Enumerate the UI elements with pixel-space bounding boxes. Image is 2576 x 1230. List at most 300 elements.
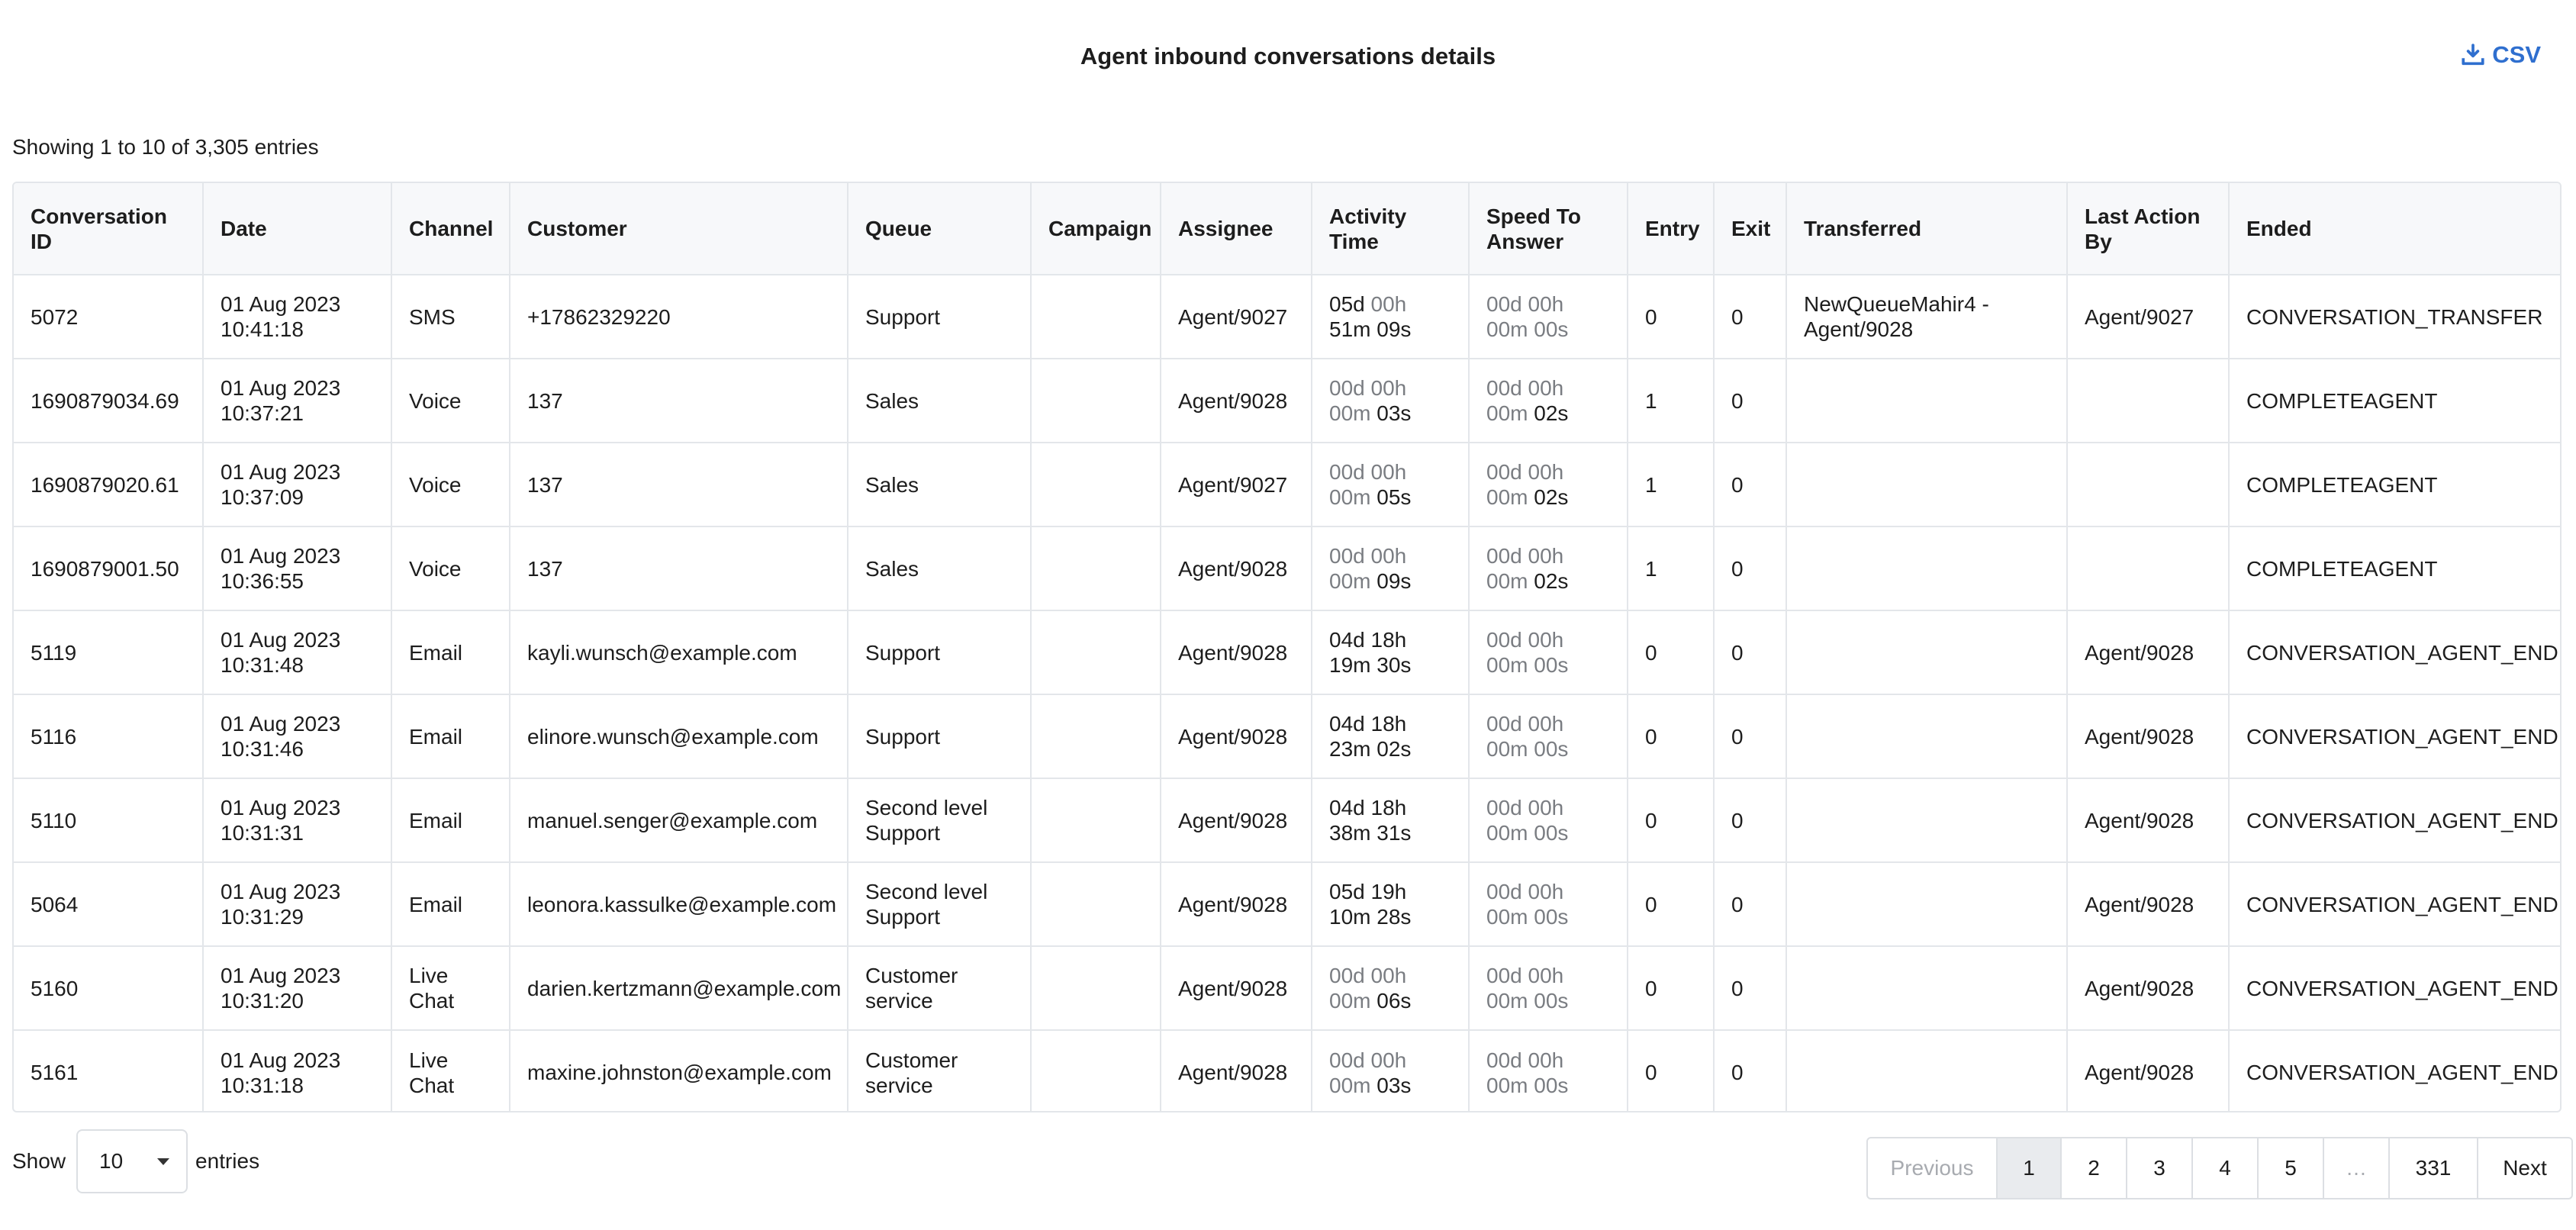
cell-last-action-by xyxy=(2067,359,2229,443)
entry-value: 0 xyxy=(1645,640,1657,665)
cell-campaign xyxy=(1031,526,1161,610)
cell-activity-time xyxy=(1312,275,1469,359)
ended-value: CONVERSATION_TRANSFER xyxy=(2246,304,2543,329)
cell-channel xyxy=(391,275,510,359)
conversation-id: 5110 xyxy=(31,808,77,832)
assignee-value: Agent/9028 xyxy=(1178,976,1288,1000)
time-value: 10:31:46 xyxy=(221,737,304,761)
cell-transferred xyxy=(1786,443,2067,526)
pagination-previous[interactable]: Previous xyxy=(1868,1138,1998,1198)
queue-value: Sales xyxy=(865,472,919,497)
speed-to-answer-muted: 00d 00h xyxy=(1486,712,1564,736)
activity-time-muted: 00m xyxy=(1329,989,1377,1013)
cell-transferred xyxy=(1786,275,2067,359)
cell-channel xyxy=(391,694,510,778)
entry-value: 0 xyxy=(1645,724,1657,749)
activity-time-value: 03s xyxy=(1377,401,1412,425)
cell-channel xyxy=(391,946,510,1030)
ended-value: CONVERSATION_AGENT_END xyxy=(2246,808,2558,832)
cell-conversation-id xyxy=(14,610,203,694)
cell-queue xyxy=(848,526,1031,610)
entry-value: 0 xyxy=(1645,976,1657,1000)
time-value: 10:31:48 xyxy=(221,653,304,677)
cell-channel xyxy=(391,610,510,694)
col-header-queue[interactable]: Queue xyxy=(848,183,1031,275)
cell-exit xyxy=(1714,359,1786,443)
cell-date xyxy=(203,946,391,1030)
time-value: 10:36:55 xyxy=(221,569,304,593)
time-value: 10:37:21 xyxy=(221,401,304,425)
cell-date xyxy=(203,610,391,694)
speed-to-answer-muted: 00d 00h xyxy=(1486,880,1564,903)
activity-time-value: 19m 30s xyxy=(1329,653,1412,677)
cell-channel xyxy=(391,862,510,946)
cell-assignee xyxy=(1161,275,1312,359)
cell-transferred xyxy=(1786,778,2067,862)
page-size-select[interactable] xyxy=(76,1129,188,1193)
entries-label: entries xyxy=(195,1149,260,1173)
exit-value: 0 xyxy=(1731,976,1744,1000)
col-header-activity-time[interactable]: Activity Time xyxy=(1312,183,1469,275)
cell-ended xyxy=(2229,946,2562,1030)
cell-channel xyxy=(391,359,510,443)
table-row[interactable] xyxy=(14,610,2562,694)
cell-activity-time xyxy=(1312,443,1469,526)
cell-transferred xyxy=(1786,862,2067,946)
conversation-id: 1690879034.69 xyxy=(31,388,179,413)
activity-time-muted: 00d 00h xyxy=(1329,1048,1407,1072)
cell-last-action-by xyxy=(2067,1030,2229,1112)
cell-exit xyxy=(1714,1030,1786,1112)
cell-channel xyxy=(391,778,510,862)
page-size-control xyxy=(12,1129,259,1193)
speed-to-answer-muted: 00m 00s xyxy=(1486,905,1569,929)
customer-value: 137 xyxy=(527,388,563,413)
customer-value: +17862329220 xyxy=(527,304,671,329)
pagination-ellipsis: … xyxy=(2324,1138,2390,1198)
cell-conversation-id xyxy=(14,275,203,359)
cell-ended xyxy=(2229,694,2562,778)
cell-speed-to-answer xyxy=(1469,443,1628,526)
cell-conversation-id xyxy=(14,443,203,526)
time-value: 10:31:18 xyxy=(221,1073,304,1097)
cell-transferred xyxy=(1786,610,2067,694)
cell-customer xyxy=(510,694,848,778)
cell-customer xyxy=(510,359,848,443)
ended-value: COMPLETEAGENT xyxy=(2246,472,2438,497)
cell-campaign xyxy=(1031,1030,1161,1112)
cell-campaign xyxy=(1031,359,1161,443)
col-header-campaign[interactable]: Campaign xyxy=(1031,183,1161,275)
customer-value: kayli.wunsch@example.com xyxy=(527,640,797,665)
col-header-last-action-by[interactable]: Last Action By xyxy=(2067,183,2229,275)
cell-date xyxy=(203,778,391,862)
cell-customer xyxy=(510,443,848,526)
assignee-value: Agent/9028 xyxy=(1178,724,1288,749)
date-value: 01 Aug 2023 xyxy=(221,292,341,316)
activity-time-muted: 00d 00h xyxy=(1329,460,1407,484)
cell-date xyxy=(203,1030,391,1112)
cell-entry xyxy=(1628,359,1714,443)
activity-time-value: 09s xyxy=(1377,569,1412,593)
table-row[interactable] xyxy=(14,443,2562,526)
activity-time-value: 05d xyxy=(1329,292,1365,316)
pagination-page-3[interactable]: 3 xyxy=(2127,1138,2193,1198)
cell-transferred xyxy=(1786,526,2067,610)
cell-conversation-id xyxy=(14,526,203,610)
channel-value: Voice xyxy=(409,388,462,413)
cell-entry xyxy=(1628,778,1714,862)
exit-value: 0 xyxy=(1731,892,1744,916)
cell-customer xyxy=(510,946,848,1030)
channel-value: Live Chat xyxy=(409,1048,455,1097)
cell-ended xyxy=(2229,1030,2562,1112)
speed-to-answer-value: 02s xyxy=(1534,401,1569,425)
cell-queue xyxy=(848,359,1031,443)
col-header-assignee[interactable]: Assignee xyxy=(1161,183,1312,275)
speed-to-answer-muted: 00m 00s xyxy=(1486,317,1569,341)
activity-time-muted: 00m xyxy=(1329,401,1377,425)
activity-time-value: 23m 02s xyxy=(1329,737,1412,761)
cell-conversation-id xyxy=(14,778,203,862)
customer-value: maxine.johnston@example.com xyxy=(527,1061,832,1084)
speed-to-answer-value: 02s xyxy=(1534,485,1569,509)
cell-speed-to-answer xyxy=(1469,526,1628,610)
cell-entry xyxy=(1628,1030,1714,1112)
cell-assignee xyxy=(1161,946,1312,1030)
cell-exit xyxy=(1714,443,1786,526)
queue-value: Customer service xyxy=(865,1048,958,1097)
ended-value: CONVERSATION_AGENT_END xyxy=(2246,976,2558,1000)
cell-campaign xyxy=(1031,946,1161,1030)
ended-value: CONVERSATION_AGENT_END xyxy=(2246,1061,2558,1084)
conversation-id: 5072 xyxy=(31,304,79,329)
speed-to-answer-muted: 00d 00h xyxy=(1486,628,1564,652)
speed-to-answer-muted: 00m 00s xyxy=(1486,653,1569,677)
pagination-next[interactable]: Next xyxy=(2503,1156,2547,1180)
cell-ended xyxy=(2229,275,2562,359)
cell-last-action-by xyxy=(2067,443,2229,526)
entries-summary: Showing 1 to 10 of 3,305 entries xyxy=(12,135,319,159)
cell-date xyxy=(203,862,391,946)
customer-value: darien.kertzmann@example.com xyxy=(527,976,842,1000)
table-row[interactable] xyxy=(14,946,2562,1030)
pagination-page-2[interactable]: 2 xyxy=(2062,1138,2127,1198)
queue-value: Second level Support xyxy=(865,796,988,845)
last-action-value: Agent/9028 xyxy=(2085,976,2194,1000)
cell-entry xyxy=(1628,275,1714,359)
cell-assignee xyxy=(1161,610,1312,694)
exit-value: 0 xyxy=(1731,640,1744,665)
show-label: Show xyxy=(12,1149,66,1173)
cell-customer xyxy=(510,610,848,694)
ended-value: COMPLETEAGENT xyxy=(2246,556,2438,581)
table-row[interactable] xyxy=(14,359,2562,443)
conversations-table xyxy=(12,182,2562,1112)
exit-value: 0 xyxy=(1731,1061,1744,1084)
time-value: 10:31:31 xyxy=(221,821,304,845)
date-value: 01 Aug 2023 xyxy=(221,628,341,652)
cell-assignee xyxy=(1161,862,1312,946)
date-value: 01 Aug 2023 xyxy=(221,796,341,819)
cell-activity-time xyxy=(1312,946,1469,1030)
date-value: 01 Aug 2023 xyxy=(221,376,341,400)
table-row[interactable] xyxy=(14,778,2562,862)
cell-activity-time xyxy=(1312,526,1469,610)
cell-assignee xyxy=(1161,1030,1312,1112)
cell-last-action-by xyxy=(2067,862,2229,946)
entry-value: 1 xyxy=(1645,472,1657,497)
conversation-id: 5160 xyxy=(31,976,79,1000)
activity-time-value: 04d 18h xyxy=(1329,712,1407,736)
cell-entry xyxy=(1628,862,1714,946)
speed-to-answer-muted: 00m 00s xyxy=(1486,821,1569,845)
assignee-value: Agent/9027 xyxy=(1178,304,1288,329)
queue-value: Customer service xyxy=(865,964,958,1013)
assignee-value: Agent/9028 xyxy=(1178,1061,1288,1084)
entry-value: 1 xyxy=(1645,556,1657,581)
activity-time-muted: 00m xyxy=(1329,569,1377,593)
cell-conversation-id xyxy=(14,946,203,1030)
speed-to-answer-muted: 00m 00s xyxy=(1486,737,1569,761)
cell-speed-to-answer xyxy=(1469,610,1628,694)
time-value: 10:41:18 xyxy=(221,317,304,341)
queue-value: Sales xyxy=(865,388,919,413)
date-value: 01 Aug 2023 xyxy=(221,964,341,987)
cell-speed-to-answer xyxy=(1469,694,1628,778)
channel-value: Email xyxy=(409,892,463,916)
speed-to-answer-muted: 00m xyxy=(1486,569,1534,593)
speed-to-answer-muted: 00m 00s xyxy=(1486,1073,1569,1097)
cell-activity-time xyxy=(1312,610,1469,694)
cell-customer xyxy=(510,862,848,946)
cell-entry xyxy=(1628,694,1714,778)
cell-exit xyxy=(1714,610,1786,694)
speed-to-answer-muted: 00d 00h xyxy=(1486,544,1564,568)
assignee-value: Agent/9028 xyxy=(1178,556,1288,581)
col-header-customer[interactable]: Customer xyxy=(510,183,848,275)
col-header-exit[interactable]: Exit xyxy=(1714,183,1786,275)
cell-queue xyxy=(848,862,1031,946)
exit-value: 0 xyxy=(1731,472,1744,497)
cell-activity-time xyxy=(1312,694,1469,778)
date-value: 01 Aug 2023 xyxy=(221,1048,341,1072)
cell-campaign xyxy=(1031,610,1161,694)
speed-to-answer-muted: 00d 00h xyxy=(1486,376,1564,400)
pagination-page-1[interactable]: 1 xyxy=(1998,1138,2062,1198)
cell-ended xyxy=(2229,778,2562,862)
exit-value: 0 xyxy=(1731,556,1744,581)
cell-entry xyxy=(1628,443,1714,526)
entry-value: 1 xyxy=(1645,388,1657,413)
cell-transferred xyxy=(1786,359,2067,443)
exit-value: 0 xyxy=(1731,388,1744,413)
cell-last-action-by xyxy=(2067,275,2229,359)
pagination-page-5[interactable]: 5 xyxy=(2259,1138,2324,1198)
assignee-value: Agent/9028 xyxy=(1178,892,1288,916)
cell-speed-to-answer xyxy=(1469,946,1628,1030)
queue-value: Sales xyxy=(865,556,919,581)
activity-time-value: 06s xyxy=(1377,989,1412,1013)
last-action-value: Agent/9028 xyxy=(2085,640,2194,665)
ended-value: CONVERSATION_AGENT_END xyxy=(2246,640,2558,665)
cell-assignee xyxy=(1161,443,1312,526)
chevron-down-icon xyxy=(157,1158,169,1165)
cell-campaign xyxy=(1031,862,1161,946)
cell-assignee xyxy=(1161,778,1312,862)
activity-time-muted: 00d 00h xyxy=(1329,544,1407,568)
cell-last-action-by xyxy=(2067,526,2229,610)
entry-value: 0 xyxy=(1645,304,1657,329)
channel-value: Email xyxy=(409,808,463,832)
col-header-channel[interactable]: Channel xyxy=(391,183,510,275)
cell-conversation-id xyxy=(14,862,203,946)
conversation-id: 5119 xyxy=(31,640,77,665)
cell-exit xyxy=(1714,778,1786,862)
csv-label: CSV xyxy=(2492,41,2541,68)
cell-assignee xyxy=(1161,359,1312,443)
cell-customer xyxy=(510,1030,848,1112)
cell-channel xyxy=(391,443,510,526)
speed-to-answer-muted: 00m xyxy=(1486,401,1534,425)
cell-date xyxy=(203,443,391,526)
download-icon xyxy=(2460,42,2486,68)
cell-queue xyxy=(848,275,1031,359)
cell-transferred xyxy=(1786,946,2067,1030)
last-action-value: Agent/9028 xyxy=(2085,724,2194,749)
cell-last-action-by xyxy=(2067,778,2229,862)
table-row[interactable] xyxy=(14,694,2562,778)
date-value: 01 Aug 2023 xyxy=(221,460,341,484)
col-header-entry[interactable]: Entry xyxy=(1628,183,1714,275)
queue-value: Second level Support xyxy=(865,880,988,929)
channel-value: Voice xyxy=(409,556,462,581)
date-value: 01 Aug 2023 xyxy=(221,880,341,903)
activity-time-value: 03s xyxy=(1377,1073,1412,1097)
cell-exit xyxy=(1714,694,1786,778)
speed-to-answer-muted: 00d 00h xyxy=(1486,460,1564,484)
speed-to-answer-muted: 00m xyxy=(1486,485,1534,509)
table-row[interactable] xyxy=(14,862,2562,946)
col-header-transferred[interactable]: Transferred xyxy=(1786,183,2067,275)
cell-campaign xyxy=(1031,443,1161,526)
customer-value: elinore.wunsch@example.com xyxy=(527,724,819,749)
cell-channel xyxy=(391,526,510,610)
date-value: 01 Aug 2023 xyxy=(221,712,341,736)
cell-speed-to-answer xyxy=(1469,778,1628,862)
channel-value: Email xyxy=(409,724,463,749)
cell-activity-time xyxy=(1312,359,1469,443)
activity-time-muted: 00m xyxy=(1329,1073,1377,1097)
cell-last-action-by xyxy=(2067,694,2229,778)
speed-to-answer-muted: 00d 00h xyxy=(1486,292,1564,316)
table-row[interactable] xyxy=(14,526,2562,610)
entry-value: 0 xyxy=(1645,1061,1657,1084)
page-title: Agent inbound conversations details xyxy=(1080,43,1496,69)
cell-queue xyxy=(848,694,1031,778)
cell-entry xyxy=(1628,610,1714,694)
col-header-conversation-id[interactable]: Conversation ID xyxy=(14,183,203,275)
cell-date xyxy=(203,359,391,443)
cell-campaign xyxy=(1031,778,1161,862)
cell-last-action-by xyxy=(2067,610,2229,694)
speed-to-answer-value: 02s xyxy=(1534,569,1569,593)
cell-last-action-by xyxy=(2067,946,2229,1030)
activity-time-value: 51m 09s xyxy=(1329,317,1412,341)
cell-campaign xyxy=(1031,694,1161,778)
cell-queue xyxy=(848,610,1031,694)
table-row[interactable] xyxy=(14,275,2562,359)
cell-ended xyxy=(2229,526,2562,610)
col-header-ended[interactable]: Ended xyxy=(2229,183,2562,275)
cell-queue xyxy=(848,946,1031,1030)
cell-assignee xyxy=(1161,526,1312,610)
table-row[interactable] xyxy=(14,1030,2562,1112)
activity-time-value: 04d 18h xyxy=(1329,628,1407,652)
last-action-value: Agent/9028 xyxy=(2085,892,2194,916)
activity-time-value: 05d 19h xyxy=(1329,880,1407,903)
cell-queue xyxy=(848,778,1031,862)
pagination xyxy=(1866,1137,2573,1199)
pagination-page-4[interactable]: 4 xyxy=(2193,1138,2259,1198)
conversation-id: 5116 xyxy=(31,724,77,749)
cell-date xyxy=(203,526,391,610)
cell-conversation-id xyxy=(14,1030,203,1112)
activity-time-value: 38m 31s xyxy=(1329,821,1412,845)
time-value: 10:31:29 xyxy=(221,905,304,929)
assignee-value: Agent/9027 xyxy=(1178,472,1288,497)
cell-customer xyxy=(510,778,848,862)
cell-queue xyxy=(848,443,1031,526)
cell-speed-to-answer xyxy=(1469,275,1628,359)
cell-activity-time xyxy=(1312,778,1469,862)
col-header-date[interactable]: Date xyxy=(203,183,391,275)
cell-conversation-id xyxy=(14,359,203,443)
speed-to-answer-muted: 00d 00h xyxy=(1486,796,1564,819)
activity-time-muted: 00d 00h xyxy=(1329,964,1407,987)
cell-channel xyxy=(391,1030,510,1112)
last-action-value: Agent/9028 xyxy=(2085,1061,2194,1084)
cell-ended xyxy=(2229,862,2562,946)
cell-transferred xyxy=(1786,694,2067,778)
table-header-row xyxy=(14,183,2562,275)
activity-time-value: 05s xyxy=(1377,485,1412,509)
cell-date xyxy=(203,275,391,359)
csv-download-button[interactable] xyxy=(2460,41,2541,69)
entry-value: 0 xyxy=(1645,808,1657,832)
cell-activity-time xyxy=(1312,862,1469,946)
pagination-page-331[interactable]: 331 xyxy=(2390,1138,2478,1198)
cell-speed-to-answer xyxy=(1469,359,1628,443)
queue-value: Support xyxy=(865,640,941,665)
cell-speed-to-answer xyxy=(1469,1030,1628,1112)
conversation-id: 1690879001.50 xyxy=(31,556,179,581)
assignee-value: Agent/9028 xyxy=(1178,808,1288,832)
date-value: 01 Aug 2023 xyxy=(221,544,341,568)
cell-transferred xyxy=(1786,1030,2067,1112)
col-header-speed-to-answer[interactable]: Speed To Answer xyxy=(1469,183,1628,275)
last-action-value: Agent/9028 xyxy=(2085,808,2194,832)
activity-time-value: 10m 28s xyxy=(1329,905,1412,929)
cell-ended xyxy=(2229,610,2562,694)
cell-activity-time xyxy=(1312,1030,1469,1112)
conversation-id: 5161 xyxy=(31,1061,79,1084)
conversation-id: 5064 xyxy=(31,892,79,916)
ended-value: COMPLETEAGENT xyxy=(2246,388,2438,413)
ended-value: CONVERSATION_AGENT_END xyxy=(2246,724,2558,749)
customer-value: 137 xyxy=(527,472,563,497)
cell-exit xyxy=(1714,275,1786,359)
